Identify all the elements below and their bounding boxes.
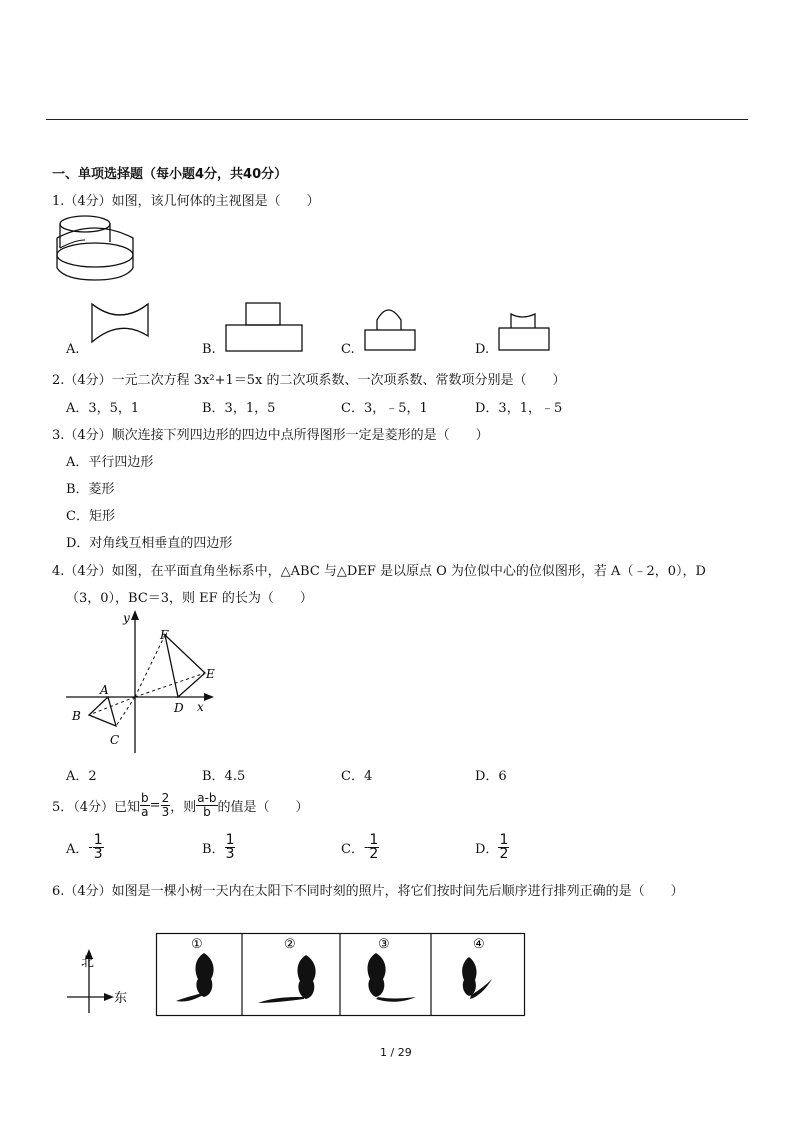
q4-label-e: E [206,667,215,681]
q6-photo-1-tree [176,953,214,1002]
q3-option-c[interactable]: C．矩形 [66,509,115,524]
q4-stem-line2: （3，0），BC＝3，则 EF 的长为（ ） [66,591,313,606]
q3-option-a[interactable]: A．平行四边形 [66,455,154,470]
q4-coordinate-figure [60,608,230,758]
q4-option-b[interactable]: B．4.5 [202,769,246,784]
q4-label-x: x [197,700,204,714]
q5-option-b-fraction [225,834,236,861]
section-title: 一、单项选择题（每小题4分，共40分） [52,167,288,182]
q6-photo-3-tree [368,953,416,1002]
q5-option-b[interactable] [202,834,235,861]
q6-photo-4-tree [462,957,492,999]
q1-option-d[interactable]: D. [475,342,490,357]
q5-given-den: a [141,805,149,819]
q5-prefix: 5．（4分）已知 [52,800,141,815]
q5-value-den: 3 [161,805,170,819]
q6-photo-strip [156,933,526,1017]
q2-option-a[interactable]: A．3，5，1 [66,401,140,416]
q3-option-b[interactable]: B．菱形 [66,482,115,497]
q5-option-a[interactable] [66,834,104,861]
q5-option-c-fraction [368,834,379,861]
q4-label-d: D [174,701,184,715]
q5-option-c-sign: - [363,840,369,855]
q5-given-fraction [140,792,150,819]
q5-given-num: b [141,791,149,805]
q5-option-b-num: 1 [225,832,235,848]
q2-option-c[interactable]: C．3，﹣5，1 [341,401,428,416]
q1-option-b[interactable]: B. [202,342,216,357]
q6-compass-figure [62,945,142,1015]
q4-label-a: A [100,683,109,697]
q5-option-a-den: 3 [93,846,103,862]
q5-option-c-num: 1 [369,832,379,848]
q5-option-d-den: 2 [499,846,509,862]
q6-photo-2-tree [258,955,316,1003]
q5-option-a-num: 1 [93,832,103,848]
q4-label-y: y [123,611,130,625]
q6-photo-4-label: ④ [473,937,485,952]
q5-option-c[interactable] [341,834,379,861]
q5-option-a-sign: - [88,840,93,855]
q2-option-b[interactable]: B．3，1，5 [202,401,276,416]
q5-option-b-label: B． [202,842,225,857]
q1-option-a[interactable]: A. [66,342,80,357]
q5-target-num: a-b [197,791,217,805]
q5-value-fraction [161,792,171,819]
q5-option-a-fraction [93,834,104,861]
q3-option-d[interactable]: D．对角线互相垂直的四边形 [66,536,233,551]
q5-option-d-fraction [498,834,509,861]
q6-east-label: 东 [114,991,128,1006]
q5-mid: ，则 [170,800,197,815]
q5-target-den: b [203,805,211,819]
q5-equals: = [149,798,161,813]
q4-label-f: F [160,628,169,642]
q1-solid-figure [55,210,145,290]
q5-option-c-den: 2 [369,846,379,862]
q1-option-b-figure [224,300,304,355]
q1-option-c-figure [363,300,419,355]
q5-option-d-num: 1 [499,832,509,848]
q6-north-label: 北 [81,955,95,970]
q5-option-a-label: A． [66,842,89,857]
q4-label-b: B [72,709,81,723]
q5-option-d-label: D． [475,842,499,857]
q5-stem [52,792,309,819]
q6-stem: 6.（4分）如图是一棵小树一天内在太阳下不同时刻的照片，将它们按时间先后顺序进行排列正确的是（ ） [52,884,684,899]
q4-option-d[interactable]: D．6 [475,769,507,784]
q1-option-a-figure [88,296,152,356]
q5-target-fraction [196,792,217,819]
q5-option-d[interactable] [475,834,509,861]
q1-option-c[interactable]: C. [341,342,355,357]
q4-option-a[interactable]: A．2 [66,769,97,784]
q2-option-d[interactable]: D．3，1，﹣5 [475,401,563,416]
q4-label-c: C [110,733,120,747]
q6-photo-1-label: ① [191,937,203,952]
q4-option-c[interactable]: C．4 [341,769,373,784]
q4-stem-line1: 4.（4分）如图，在平面直角坐标系中，△ABC 与△DEF 是以原点 O 为位似中心的位似图形，若 A（﹣2，0），D [52,564,706,579]
q3-stem: 3.（4分）顺次连接下列四边形的四边中点所得图形一定是菱形的是（ ） [52,428,489,443]
q6-photo-3-label: ③ [378,937,390,952]
q5-value-num: 2 [161,791,170,805]
q6-photo-2-label: ② [284,937,296,952]
q2-stem: 2.（4分）一元二次方程 3x²+1＝5x 的二次项系数、一次项系数、常数项分别是（ ） [52,373,566,388]
header-rule [46,119,748,120]
q5-option-b-den: 3 [225,846,235,862]
q1-option-d-figure [497,306,553,352]
q1-stem: 1.（4分）如图，该几何体的主视图是（ ） [52,194,320,209]
page-number: 1 / 29 [380,1046,412,1059]
q5-option-c-label: C． [341,842,364,857]
q5-suffix: 的值是（ ） [217,800,309,815]
